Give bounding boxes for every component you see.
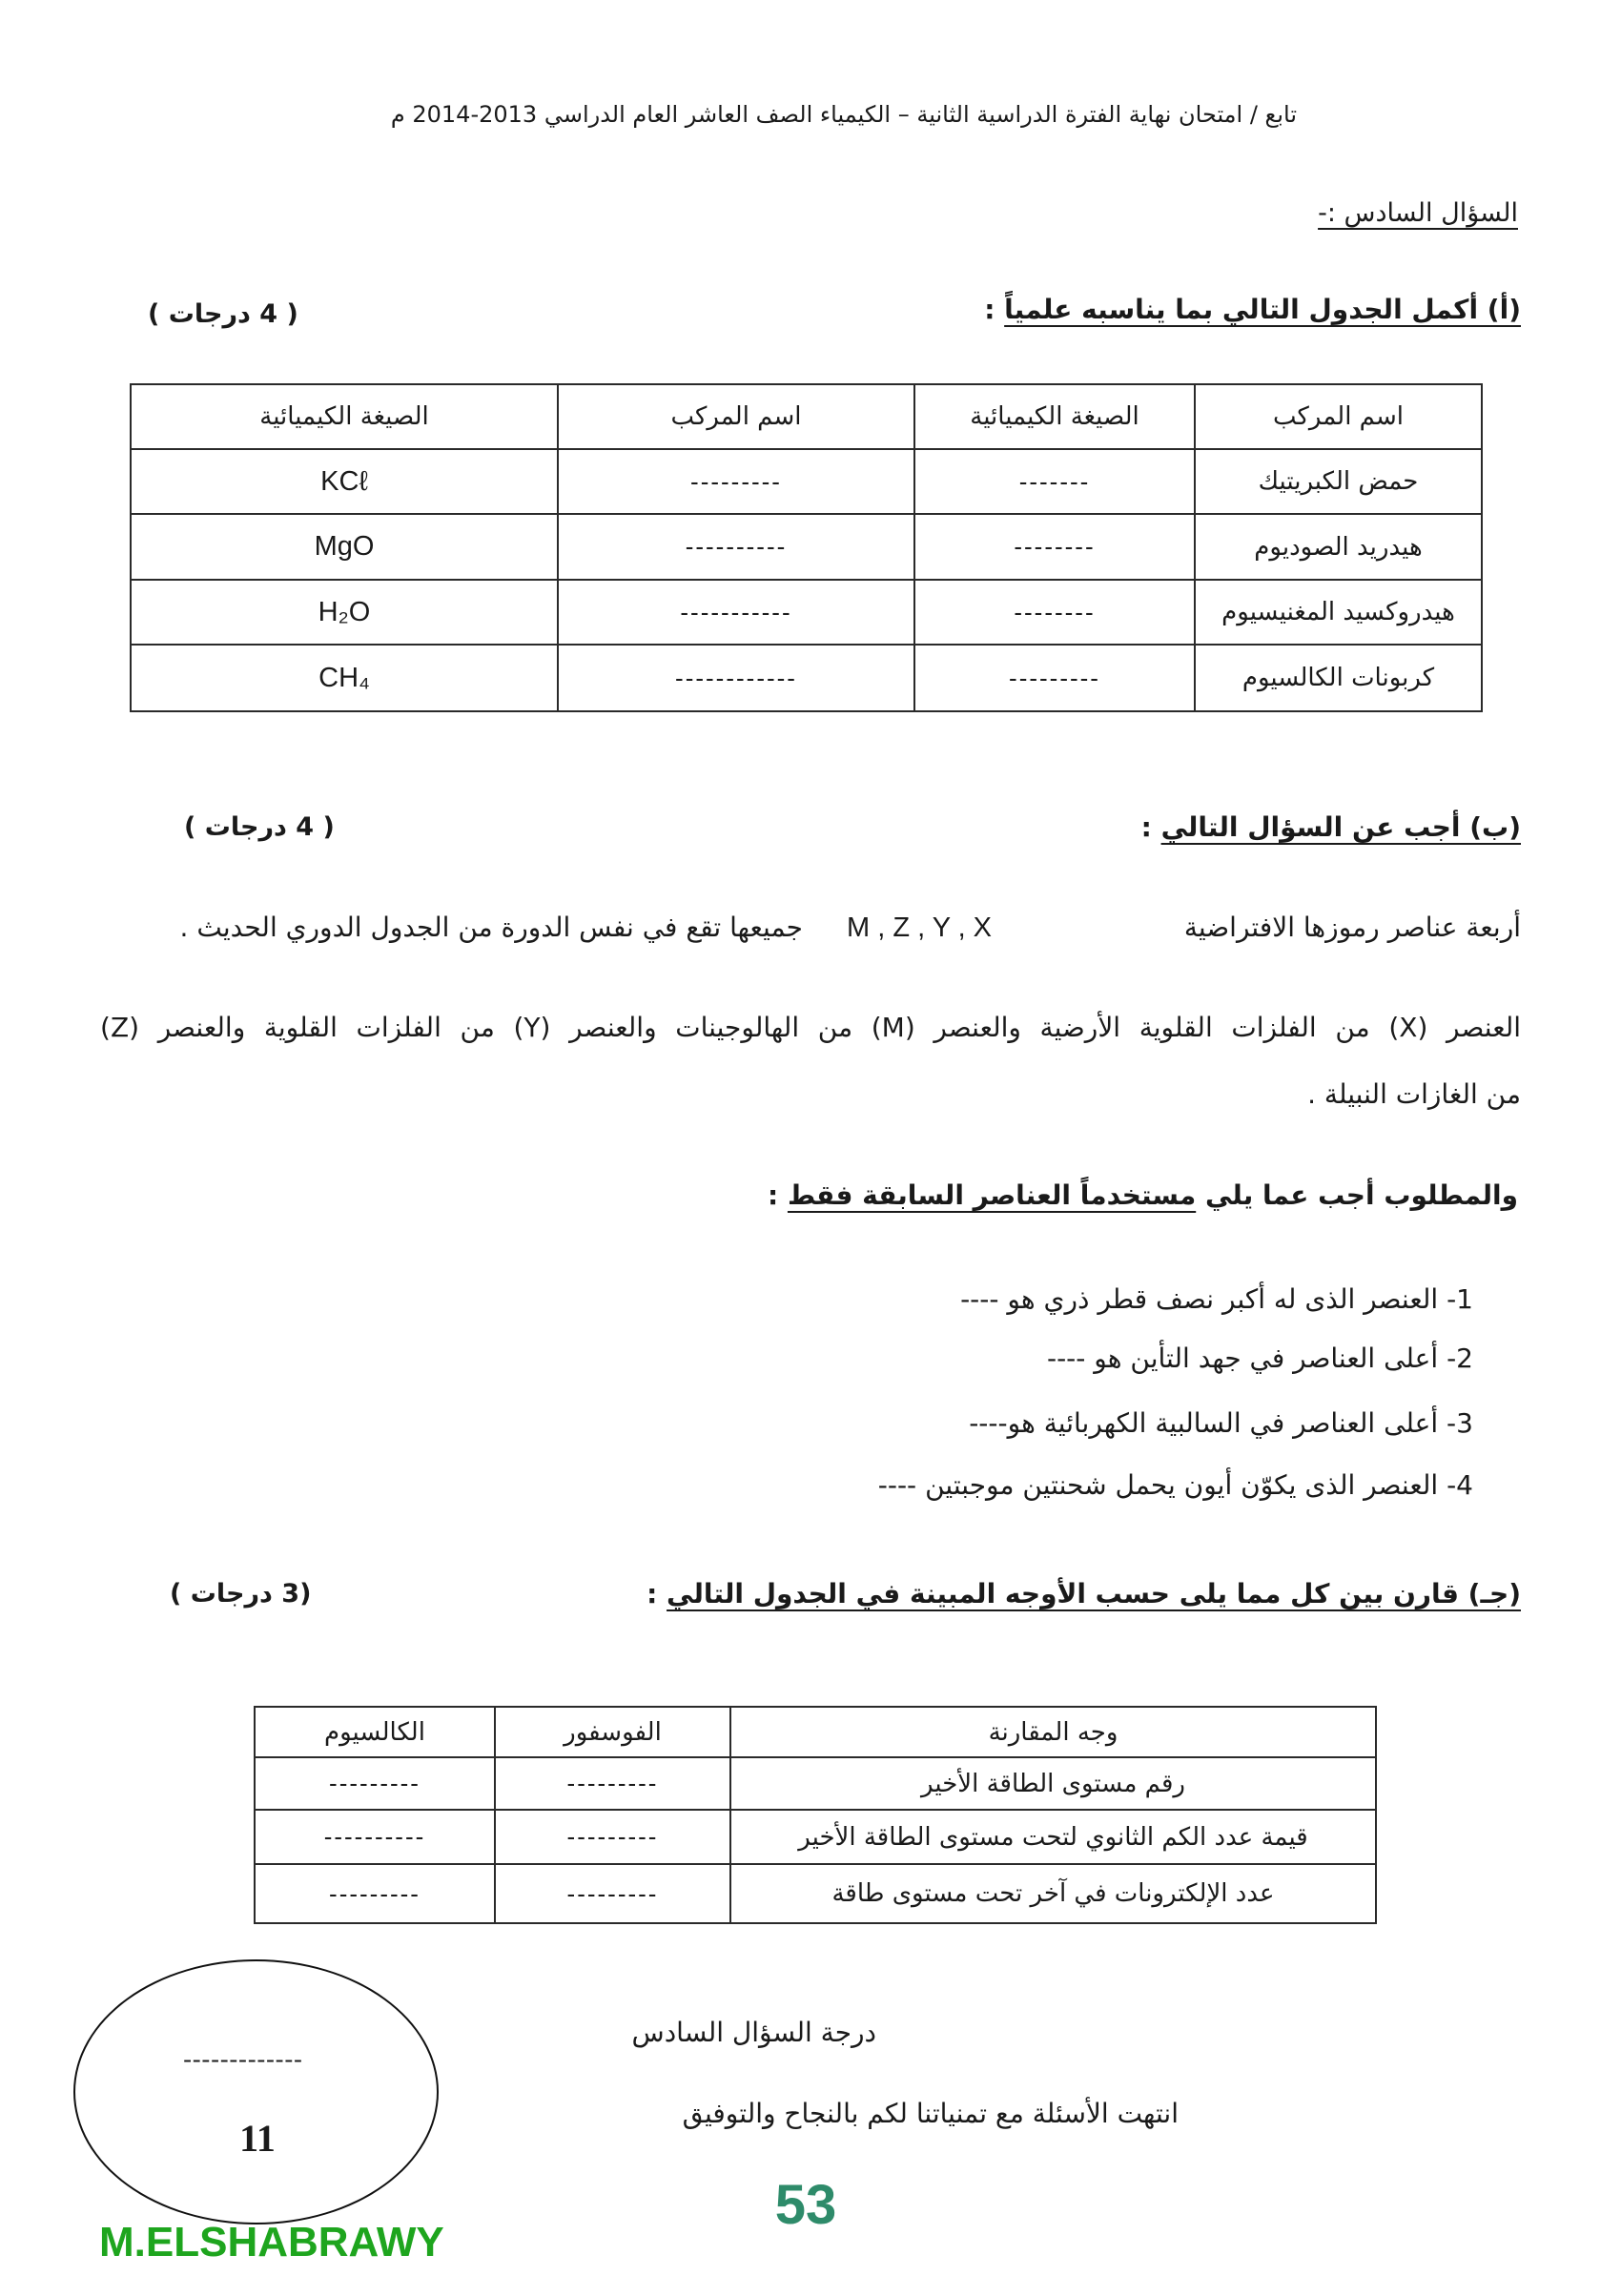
- compound-name-cell: هيدريد الصوديوم: [1195, 514, 1482, 580]
- intro-end: جميعها تقع في نفس الدورة من الجدول الدوري الحديث .: [179, 912, 803, 943]
- column-header: الفوسفور: [495, 1707, 730, 1757]
- part-c-colon: :: [646, 1578, 667, 1609]
- answer-blank: ---------: [914, 645, 1195, 711]
- question-item: 3- أعلى العناصر في السالبية الكهربائية هو----: [969, 1407, 1473, 1439]
- description-line-1: العنصر (X) من الفلزات القلوية الأرضية والعنصر (M) من الهالوجينات والعنصر (Y) من الفلزات القلوية والعنصر (Z): [100, 1012, 1522, 1043]
- required-instruction: [768, 1177, 1518, 1215]
- required-prefix: والمطلوب أجب عما يلي: [1196, 1179, 1518, 1211]
- part-b-marks: ( 4 درجات ): [184, 812, 335, 842]
- answer-blank: ---------: [495, 1864, 730, 1923]
- question-item: 4- العنصر الذى يكوّن أيون يحمل شحنتين موجبتين ----: [877, 1469, 1473, 1501]
- part-a-marks: ( 4 درجات ): [148, 299, 298, 329]
- element-symbols: M , Z , Y , X: [847, 912, 993, 943]
- grade-label: درجة السؤال السادس: [631, 2017, 876, 2048]
- table-row: [255, 1810, 1376, 1864]
- intro-start: أربعة عناصر رموزها الافتراضية: [1183, 912, 1521, 943]
- compound-name-cell: حمض الكبريتيك: [1195, 449, 1482, 514]
- part-b-colon: :: [1140, 811, 1161, 843]
- grade-ellipse: [73, 1959, 439, 2224]
- question-item: 2- أعلى العناصر في جهد التأين هو ----: [1046, 1343, 1473, 1374]
- part-a-colon: :: [984, 294, 1005, 325]
- column-header: اسم المركب: [558, 384, 914, 449]
- answer-blank: ---------: [495, 1757, 730, 1810]
- column-header: الصيغة الكيميائية: [131, 384, 558, 449]
- table-row: [255, 1864, 1376, 1923]
- compound-name-cell: هيدروكسيد المغنيسيوم: [1195, 580, 1482, 645]
- table-header-row: [131, 384, 1482, 449]
- formula-cell: KCℓ: [131, 449, 558, 514]
- column-header: الكالسيوم: [255, 1707, 495, 1757]
- table-row: [131, 514, 1482, 580]
- answer-blank: -----------: [558, 580, 914, 645]
- answer-blank: --------: [914, 580, 1195, 645]
- question-title: السؤال السادس :-: [1318, 198, 1518, 228]
- table-row: [131, 449, 1482, 514]
- comparison-aspect-cell: عدد الإلكترونات في آخر تحت مستوى طاقة: [730, 1864, 1376, 1923]
- comparison-aspect-cell: رقم مستوى الطاقة الأخير: [730, 1757, 1376, 1810]
- grade-blank: -------------: [183, 2045, 303, 2073]
- formula-cell: CH₄: [131, 645, 558, 711]
- table-row: [131, 645, 1482, 711]
- part-c-label: (جـ) قارن بين كل مما يلى حسب الأوجه المبينة في الجدول التالي: [667, 1578, 1521, 1609]
- answer-blank: ---------: [495, 1810, 730, 1864]
- part-b-heading: [1141, 809, 1521, 847]
- formula-cell: H₂O: [131, 580, 558, 645]
- part-c-heading: [646, 1575, 1521, 1613]
- closing-message: انتهت الأسئلة مع تمنياتنا لكم بالنجاح والتوفيق: [682, 2098, 1179, 2129]
- comparison-table: [254, 1706, 1377, 1924]
- part-a-label: (أ) أكمل الجدول التالي بما يناسبه علمياً: [1004, 294, 1521, 325]
- answer-blank: ---------: [255, 1757, 495, 1810]
- part-b-label: (ب) أجب عن السؤال التالي: [1160, 811, 1521, 843]
- table-header-row: [255, 1707, 1376, 1757]
- exam-header: تابع / امتحان نهاية الفترة الدراسية الثانية – الكيمياء الصف العاشر العام الدراسي 2013-2014 م: [390, 101, 1297, 128]
- description-line-2: من الغازات النبيلة .: [1307, 1078, 1521, 1110]
- answer-blank: --------: [914, 514, 1195, 580]
- answer-blank: ----------: [558, 514, 914, 580]
- required-underlined: مستخدماً العناصر السابقة فقط: [787, 1179, 1197, 1211]
- author-signature: M.ELSHABRAWY: [99, 2219, 444, 2265]
- formula-cell: MgO: [131, 514, 558, 580]
- answer-blank: -------: [914, 449, 1195, 514]
- column-header: اسم المركب: [1195, 384, 1482, 449]
- column-header: الصيغة الكيميائية: [914, 384, 1195, 449]
- table-row: [131, 580, 1482, 645]
- answer-blank: ---------: [558, 449, 914, 514]
- required-suffix: :: [767, 1179, 788, 1211]
- question-item: 1- العنصر الذى له أكبر نصف قطر ذري هو ----: [960, 1283, 1473, 1315]
- page-number: 53: [774, 2174, 837, 2236]
- comparison-aspect-cell: قيمة عدد الكم الثانوي لتحت مستوى الطاقة الأخير: [730, 1810, 1376, 1864]
- answer-blank: ---------: [255, 1864, 495, 1923]
- table-row: [255, 1757, 1376, 1810]
- part-a-heading: [984, 291, 1521, 329]
- part-c-marks: (3 درجات ): [170, 1579, 312, 1609]
- column-header: وجه المقارنة: [730, 1707, 1376, 1757]
- answer-blank: ----------: [255, 1810, 495, 1864]
- compound-name-cell: كربونات الكالسيوم: [1195, 645, 1482, 711]
- grade-total: 11: [239, 2117, 276, 2160]
- answer-blank: ------------: [558, 645, 914, 711]
- compounds-table: [130, 383, 1483, 712]
